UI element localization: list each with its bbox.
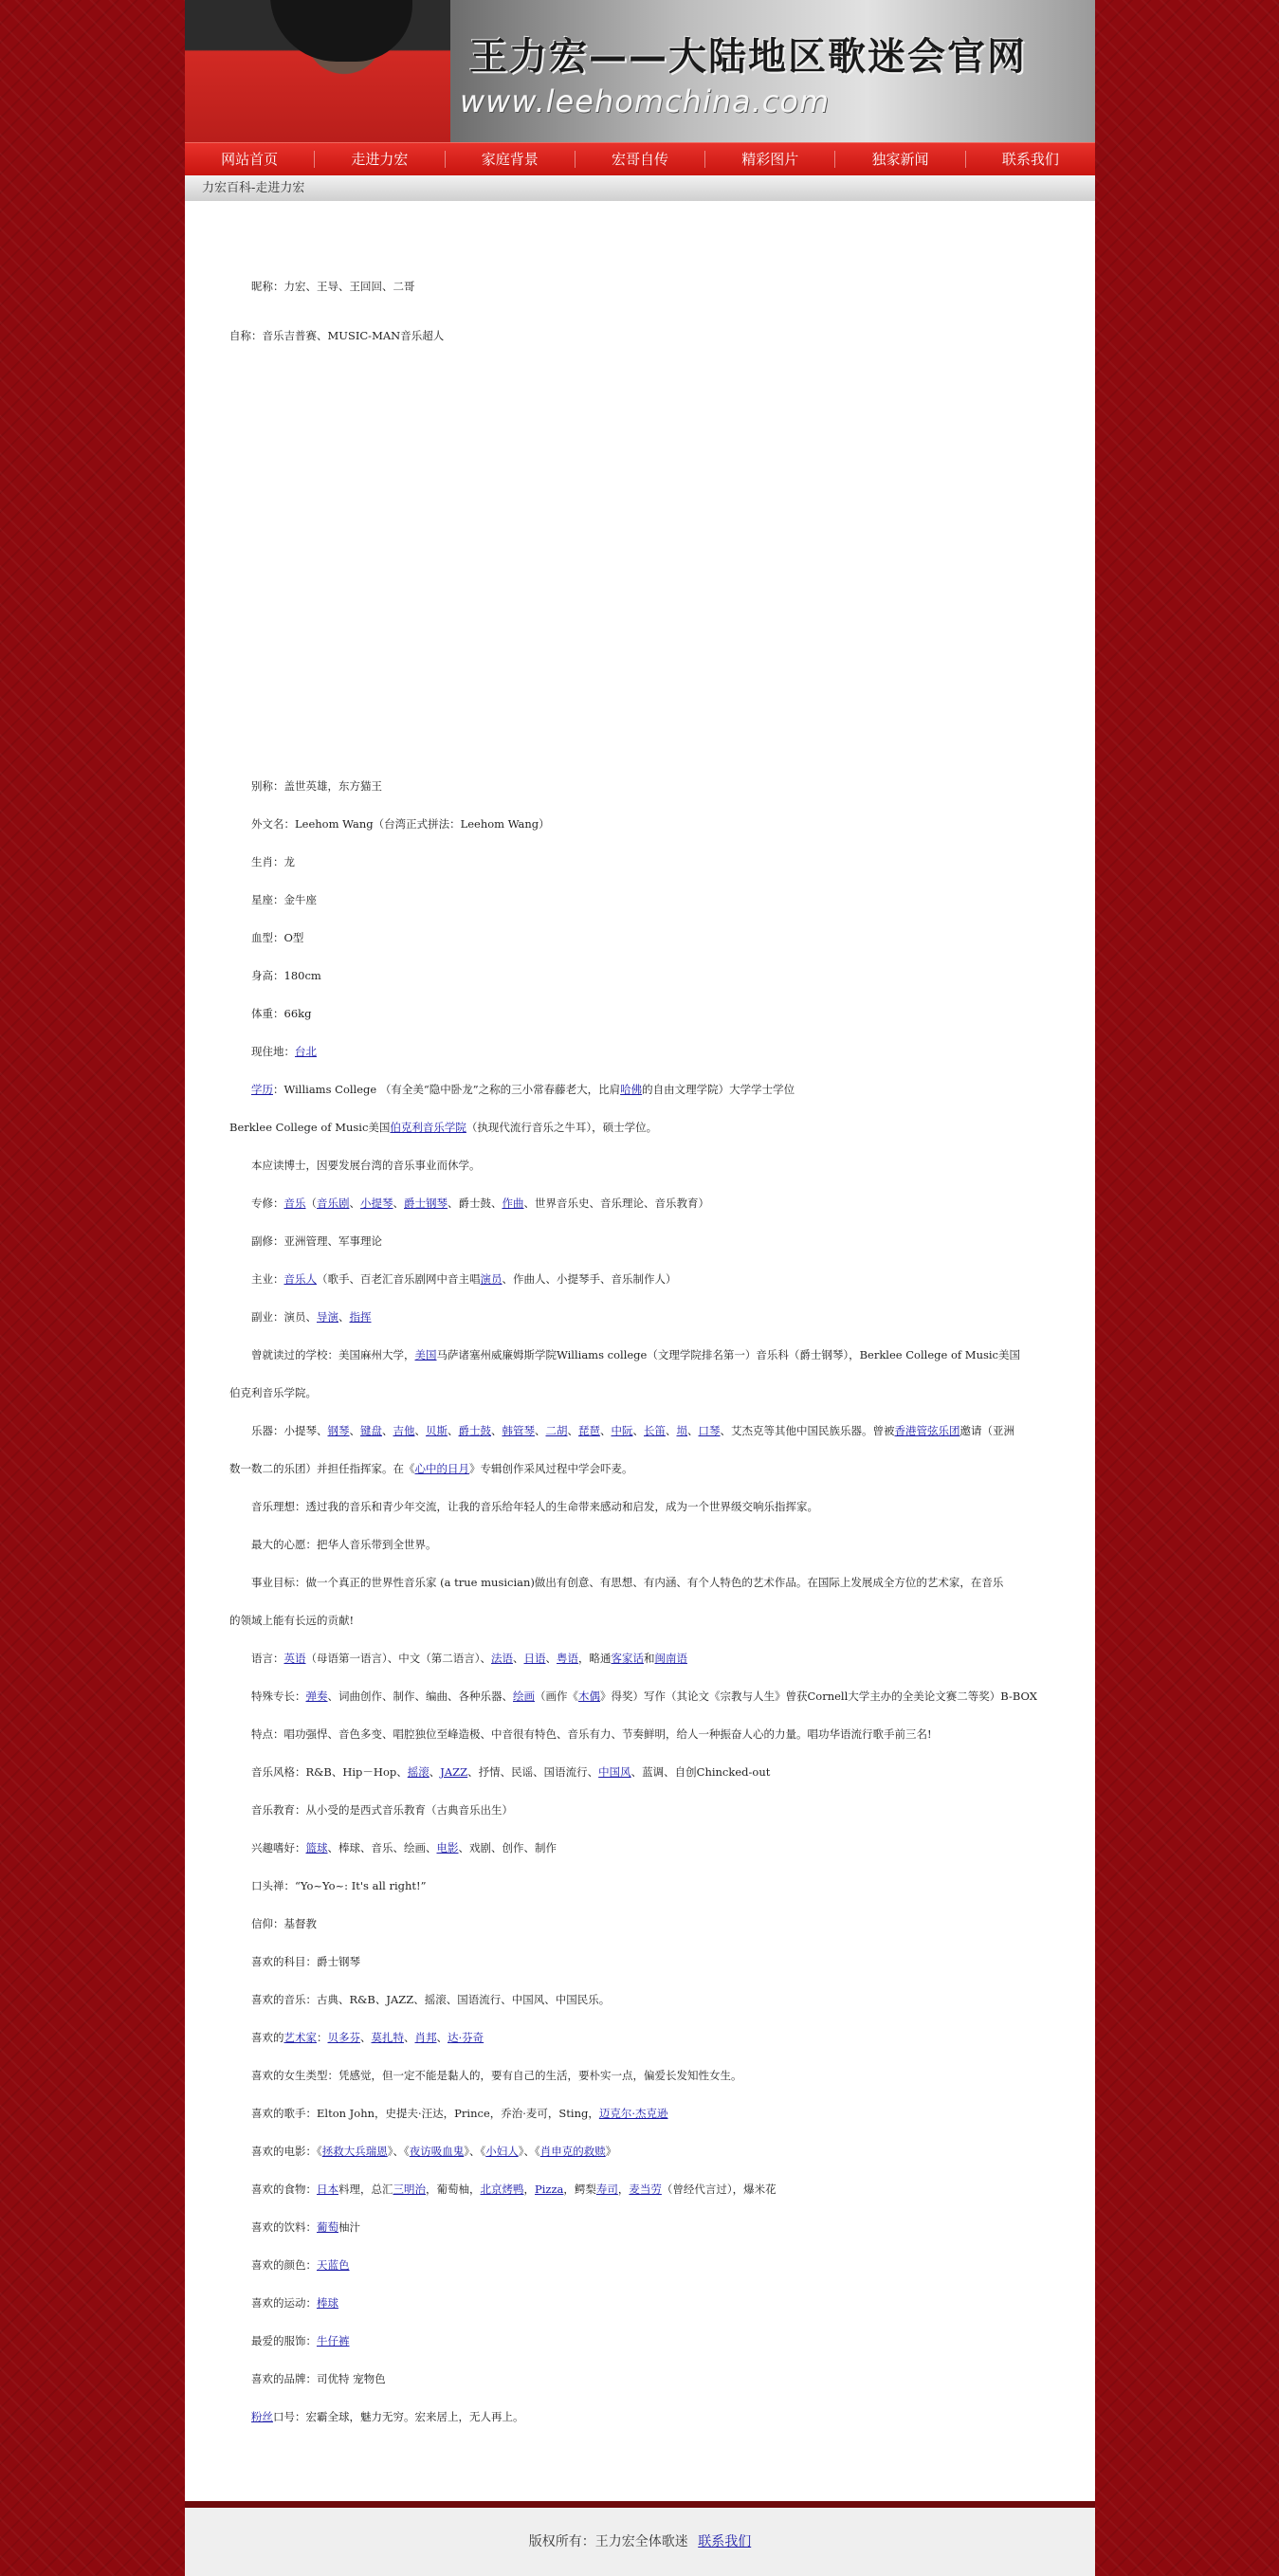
footer-copyright: 版权所有：王力宏全体歌迷 bbox=[528, 2534, 688, 2549]
info-text: ：Williams College （有全美“隐中卧龙”之称的三小常春藤老大，比肩 bbox=[273, 1083, 621, 1096]
info-line bbox=[251, 2068, 742, 2083]
info-line bbox=[251, 2371, 386, 2386]
info-text: 星座：金牛座 bbox=[251, 893, 317, 906]
info-text: 邀请（亚洲 bbox=[959, 1424, 1014, 1437]
info-text: 喜欢的音乐：古典、R&B、JAZZ、摇滚、国语流行、中国风、中国民乐。 bbox=[251, 1993, 611, 2006]
info-text: 数一数二的乐团）并担任指挥家。在《 bbox=[229, 1462, 415, 1475]
info-link[interactable]: 韩管琴 bbox=[502, 1424, 535, 1437]
info-text: 乐器：小提琴、 bbox=[251, 1424, 328, 1437]
site-title: 王力宏——大陆地区歌迷会官网 bbox=[469, 35, 1027, 79]
footer bbox=[185, 2508, 1095, 2576]
info-text: 、 bbox=[632, 1424, 644, 1437]
page-wrapper bbox=[185, 0, 1095, 2509]
info-link[interactable]: 肖邦 bbox=[414, 2031, 437, 2044]
info-text: （执现代流行音乐之牛耳），硕士学位。 bbox=[466, 1121, 658, 1134]
info-line bbox=[251, 930, 303, 945]
info-link[interactable]: 心中的日月 bbox=[414, 1462, 469, 1475]
info-line bbox=[251, 2257, 350, 2273]
info-text: 、 bbox=[513, 1652, 524, 1665]
info-text: 、 bbox=[545, 1652, 557, 1665]
info-link[interactable]: 作曲 bbox=[502, 1197, 524, 1210]
info-text: 、 bbox=[535, 1424, 546, 1437]
info-text: 喜欢的食物： bbox=[251, 2183, 317, 2196]
info-line bbox=[251, 2220, 360, 2235]
info-link[interactable]: 电影 bbox=[436, 1841, 459, 1854]
info-link[interactable]: 音乐人 bbox=[283, 1272, 317, 1286]
info-text: 本应读博士，因要发展台湾的音乐事业而休学。 bbox=[251, 1159, 481, 1172]
info-text: 最大的心愿：把华人音乐带到全世界。 bbox=[251, 1538, 437, 1551]
info-line bbox=[251, 1878, 427, 1893]
info-link[interactable]: 闽南语 bbox=[654, 1652, 687, 1665]
info-text: 、蓝调、自创Chincked-out bbox=[630, 1765, 771, 1779]
info-text: 口头禅：“Yo~Yo~: It's all right!” bbox=[251, 1879, 427, 1892]
info-text: 、 bbox=[338, 1310, 350, 1324]
info-text: （歌手、百老汇音乐剧网中音主唱 bbox=[317, 1272, 481, 1286]
info-link[interactable]: 粤语 bbox=[557, 1652, 578, 1665]
info-line bbox=[251, 2409, 524, 2424]
info-line bbox=[251, 1802, 513, 1818]
footer-contact-link[interactable]: 联系我们 bbox=[698, 2534, 752, 2549]
info-text: 曾就读过的学校：美国麻州大学， bbox=[251, 1348, 415, 1361]
info-link[interactable]: 哈佛 bbox=[620, 1083, 643, 1096]
info-text: 生肖：龙 bbox=[251, 855, 295, 868]
info-link[interactable]: 音乐剧 bbox=[317, 1197, 350, 1210]
nav-item-news[interactable]: 独家新闻 bbox=[835, 151, 965, 168]
info-link[interactable]: 台北 bbox=[295, 1045, 317, 1058]
info-line bbox=[251, 1271, 677, 1287]
info-line bbox=[251, 1689, 1037, 1704]
info-text: 和 bbox=[644, 1652, 655, 1665]
info-text: 喜欢的女生类型：凭感觉，但一定不能是黏人的，要有自己的生活，要朴实一点，偏爱长发知性女生。 bbox=[251, 2069, 742, 2082]
info-link[interactable]: 小提琴 bbox=[360, 1197, 393, 1210]
info-link[interactable]: Pizza bbox=[535, 2183, 564, 2196]
info-text: （画作《 bbox=[535, 1690, 578, 1703]
info-text: ，略通 bbox=[578, 1652, 612, 1665]
info-text: 、棒球、音乐、绘画、 bbox=[327, 1841, 437, 1854]
info-text: 、 bbox=[491, 1424, 502, 1437]
info-link[interactable]: 三明治 bbox=[393, 2183, 426, 2196]
info-line bbox=[251, 1537, 437, 1552]
info-link[interactable]: 贝多芬 bbox=[327, 2031, 360, 2044]
info-text: 喜欢的科目：爵士钢琴 bbox=[251, 1955, 360, 1968]
info-link[interactable]: 埙 bbox=[676, 1424, 687, 1437]
info-text: 特点：唱功强悍、音色多变、唱腔独位至峰造极、中音很有特色、音乐有力、节奏鲜明，给人一种振奋人心的力量。唱功华语流行歌手前三名! bbox=[251, 1727, 932, 1741]
info-text: 的自由文理学院）大学学士学位 bbox=[642, 1083, 795, 1096]
info-text: 外文名：Leehom Wang（台湾正式拼法：Leehom Wang） bbox=[251, 817, 550, 831]
info-text: 喜欢的运动： bbox=[251, 2296, 317, 2310]
info-text: 口号：宏霸全球，魅力无穷。宏来居上，无人再上。 bbox=[273, 2410, 524, 2423]
info-text: 》、《 bbox=[518, 2145, 540, 2158]
nav-item-contact[interactable]: 联系我们 bbox=[1001, 151, 1059, 168]
info-text: 》、《 bbox=[464, 2145, 486, 2158]
info-text: 音乐教育：从小受的是西式音乐教育（古典音乐出生） bbox=[251, 1803, 513, 1817]
info-link[interactable]: 棒球 bbox=[317, 2296, 338, 2310]
info-text: 、 bbox=[666, 1424, 677, 1437]
info-line bbox=[251, 2333, 350, 2348]
info-link[interactable]: 爵士鼓 bbox=[458, 1424, 491, 1437]
info-text: 柚汁 bbox=[338, 2220, 360, 2234]
info-link[interactable]: 粉丝 bbox=[251, 2410, 273, 2423]
info-link[interactable]: JAZZ bbox=[440, 1765, 468, 1779]
info-text: 专修： bbox=[251, 1197, 284, 1210]
info-line bbox=[251, 778, 382, 794]
info-link[interactable]: 弹奏 bbox=[305, 1690, 328, 1703]
info-text: 、抒情、民谣、国语流行、 bbox=[467, 1765, 599, 1779]
info-link[interactable]: 英语 bbox=[283, 1652, 306, 1665]
nav-item-family[interactable]: 家庭背景 bbox=[446, 151, 576, 168]
info-link[interactable]: 天蓝色 bbox=[317, 2258, 350, 2272]
info-line bbox=[229, 1461, 633, 1476]
info-link[interactable]: 中国风 bbox=[598, 1765, 631, 1779]
info-text: 音乐风格：R&B、Hip－Hop、 bbox=[251, 1765, 408, 1779]
info-line bbox=[251, 1954, 360, 1969]
info-text: 、词曲创作、制作、编曲、各种乐器、 bbox=[327, 1690, 513, 1703]
info-text: 、 bbox=[349, 1424, 360, 1437]
info-text: ，葡萄柚， bbox=[426, 2183, 481, 2196]
main-nav bbox=[185, 142, 1095, 175]
info-text: ，鳄梨 bbox=[563, 2183, 596, 2196]
info-text: 》 bbox=[605, 2145, 617, 2158]
info-text: 、 bbox=[567, 1424, 578, 1437]
info-line bbox=[251, 2030, 484, 2045]
info-text: 、 bbox=[687, 1424, 699, 1437]
info-line bbox=[251, 1499, 818, 1514]
info-link[interactable]: 迈克尔·杰克逊 bbox=[598, 2107, 668, 2120]
info-text: 、 bbox=[414, 1424, 426, 1437]
info-link[interactable]: 摇滚 bbox=[407, 1765, 429, 1779]
info-link[interactable]: 法语 bbox=[491, 1652, 513, 1665]
info-line bbox=[251, 1006, 311, 1021]
info-link[interactable]: 演员 bbox=[480, 1272, 502, 1286]
info-link[interactable]: 艺术家 bbox=[283, 2031, 317, 2044]
info-text: 、 bbox=[382, 1424, 393, 1437]
info-text: 、世界音乐史、音乐理论、音乐教育） bbox=[523, 1197, 709, 1210]
info-link[interactable]: 美国 bbox=[414, 1348, 437, 1361]
info-line bbox=[251, 1916, 317, 1931]
info-line bbox=[251, 1992, 610, 2007]
info-text: 现住地： bbox=[251, 1045, 295, 1058]
info-text: 喜欢的饮料： bbox=[251, 2220, 317, 2234]
info-text: ： bbox=[317, 2031, 328, 2044]
info-text: 音乐理想：透过我的音乐和青少年交流，让我的音乐给年轻人的生命带来感动和启发，成为一个世界级交响乐指挥家。 bbox=[251, 1500, 818, 1513]
info-text: 喜欢的电影：《 bbox=[251, 2145, 322, 2158]
info-link[interactable]: 学历 bbox=[251, 1083, 273, 1096]
info-text: 、 bbox=[448, 1424, 459, 1437]
info-text: 料理，总汇 bbox=[338, 2183, 393, 2196]
info-link[interactable]: 夜访吸血鬼 bbox=[409, 2145, 465, 2158]
info-text: Berklee College of Music美国 bbox=[229, 1121, 391, 1134]
info-line bbox=[251, 2106, 668, 2121]
info-line bbox=[251, 1082, 795, 1097]
info-line bbox=[251, 1651, 687, 1666]
info-line bbox=[251, 1575, 1003, 1590]
info-link[interactable]: 导演 bbox=[317, 1310, 338, 1324]
info-link[interactable]: 伯克利音乐学院 bbox=[390, 1121, 466, 1134]
info-link[interactable]: 寿司 bbox=[595, 2183, 618, 2196]
info-text: 信仰：基督教 bbox=[251, 1917, 317, 1930]
info-link[interactable]: 琵琶 bbox=[578, 1424, 600, 1437]
info-link[interactable]: 达·芬奇 bbox=[448, 2031, 484, 2044]
info-text: 伯克利音乐学院。 bbox=[229, 1386, 317, 1399]
info-text: 副业：演员、 bbox=[251, 1310, 317, 1324]
info-text: 、作曲人、小提琴手、音乐制作人） bbox=[502, 1272, 677, 1286]
article-content bbox=[185, 201, 1095, 2509]
info-line bbox=[229, 328, 444, 343]
info-line bbox=[251, 1044, 317, 1059]
info-link[interactable]: 日本 bbox=[317, 2183, 338, 2196]
info-text: 体重：66kg bbox=[251, 1007, 312, 1020]
info-link[interactable]: 篮球 bbox=[305, 1841, 328, 1854]
info-line bbox=[251, 1158, 481, 1173]
info-text: 别称：盖世英雄，东方猫王 bbox=[251, 779, 382, 793]
info-link[interactable]: 客家话 bbox=[611, 1652, 644, 1665]
info-line bbox=[251, 2144, 616, 2159]
info-text: （ bbox=[305, 1197, 317, 1210]
info-text: 、 bbox=[429, 1765, 441, 1779]
info-text: （曾经代言过），爆米花 bbox=[661, 2183, 777, 2196]
info-line bbox=[251, 816, 550, 831]
info-text: 喜欢的 bbox=[251, 2031, 284, 2044]
info-link[interactable]: 吉他 bbox=[393, 1424, 415, 1437]
info-link[interactable]: 绘画 bbox=[513, 1690, 535, 1703]
info-text: 最爱的服饰： bbox=[251, 2334, 317, 2348]
info-line bbox=[251, 1726, 932, 1742]
nav-item-home[interactable]: 网站首页 bbox=[185, 151, 315, 168]
info-link[interactable]: 指挥 bbox=[349, 1310, 372, 1324]
info-link[interactable]: 木偶 bbox=[578, 1690, 600, 1703]
info-text: 》、《 bbox=[387, 2145, 410, 2158]
site-url: www.leehomchina.com bbox=[460, 83, 831, 119]
info-text: 、戏剧、创作、制作 bbox=[458, 1841, 557, 1854]
info-link[interactable]: 小妇人 bbox=[485, 2145, 519, 2158]
info-line bbox=[251, 2182, 777, 2197]
info-line bbox=[251, 892, 317, 907]
info-text: （母语第一语言）、中文（第二语言）、 bbox=[305, 1652, 491, 1665]
info-text: 》专辑创作采风过程中学会吓麦。 bbox=[469, 1462, 633, 1475]
info-link[interactable]: 日语 bbox=[523, 1652, 546, 1665]
info-line bbox=[251, 968, 321, 983]
nav-item-photos[interactable]: 精彩图片 bbox=[705, 151, 835, 168]
info-text: 事业目标：做一个真正的世界性音乐家 (a true musician)做出有创意、有思想、有内涵、有个人特色的艺术作品。在国际上发展成全方位的艺术家，在音乐 bbox=[251, 1576, 1004, 1589]
info-link[interactable]: 二胡 bbox=[545, 1424, 568, 1437]
info-link[interactable]: 葡萄 bbox=[317, 2220, 338, 2234]
info-link[interactable]: 拯救大兵瑞恩 bbox=[321, 2145, 388, 2158]
info-link[interactable]: 莫扎特 bbox=[371, 2031, 404, 2044]
info-link[interactable]: 长笛 bbox=[644, 1424, 666, 1437]
info-line bbox=[229, 1385, 317, 1400]
info-link[interactable]: 爵士钢琴 bbox=[404, 1197, 448, 1210]
info-link[interactable]: 口琴 bbox=[698, 1424, 721, 1437]
info-line bbox=[251, 1196, 709, 1211]
info-text: ， bbox=[523, 2183, 535, 2196]
info-link[interactable]: 麦当劳 bbox=[629, 2183, 662, 2196]
info-link[interactable]: 键盘 bbox=[360, 1424, 382, 1437]
info-text: 特殊专长： bbox=[251, 1690, 306, 1703]
info-text: 的领域上能有长远的贡献! bbox=[229, 1614, 355, 1627]
info-text: 血型：O型 bbox=[251, 931, 304, 944]
header-banner bbox=[185, 0, 1095, 142]
breadcrumb: 力宏百科-走进力宏 bbox=[185, 175, 1095, 201]
info-line bbox=[251, 1233, 382, 1249]
info-text: ， bbox=[617, 2183, 630, 2196]
info-text: 、 bbox=[360, 2031, 372, 2044]
info-line bbox=[251, 1309, 372, 1325]
info-link[interactable]: 香港管弦乐团 bbox=[894, 1424, 960, 1437]
info-link[interactable]: 中阮 bbox=[611, 1424, 633, 1437]
info-line bbox=[229, 1613, 354, 1628]
info-link[interactable]: 牛仔裤 bbox=[317, 2334, 350, 2348]
info-link[interactable]: 北京烤鸭 bbox=[480, 2183, 524, 2196]
info-text: 语言： bbox=[251, 1652, 284, 1665]
info-text: 、 bbox=[436, 2031, 448, 2044]
info-text: 身高：180cm bbox=[251, 969, 321, 982]
info-line bbox=[251, 1423, 1014, 1438]
info-text: 喜欢的颜色： bbox=[251, 2258, 317, 2272]
info-text: 兴趣嗜好： bbox=[251, 1841, 306, 1854]
info-link[interactable]: 贝斯 bbox=[426, 1424, 448, 1437]
info-text: 》得奖）写作（其论文《宗教与人生》曾获Cornell大学主办的全美论文赛二等奖）B-BOX bbox=[600, 1690, 1037, 1703]
info-text: 马萨诸塞州威廉姆斯学院Williams college（文理学院排名第一）音乐科（爵士钢琴），Berklee College of Music美国 bbox=[436, 1348, 1020, 1361]
info-text: 、 bbox=[600, 1424, 612, 1437]
info-text: 、爵士鼓、 bbox=[448, 1197, 502, 1210]
info-line bbox=[251, 2295, 338, 2311]
info-text: 喜欢的歌手：Elton John，史提夫·汪达，Prince，乔治·麦可，Sting， bbox=[251, 2107, 599, 2120]
info-text: 副修：亚洲管理、军事理论 bbox=[251, 1234, 382, 1248]
info-text: 喜欢的品牌：司优特 宠物色 bbox=[251, 2372, 386, 2385]
info-text: 、 bbox=[349, 1197, 360, 1210]
info-text: 主业： bbox=[251, 1272, 284, 1286]
info-line bbox=[251, 1840, 557, 1855]
info-line bbox=[251, 279, 415, 294]
info-text: 、 bbox=[404, 2031, 415, 2044]
info-link[interactable]: 音乐 bbox=[283, 1197, 306, 1210]
info-text: 、艾杰克等其他中国民族乐器。曾被 bbox=[720, 1424, 895, 1437]
info-link[interactable]: 钢琴 bbox=[327, 1424, 350, 1437]
nav-item-about[interactable]: 走进力宏 bbox=[315, 151, 445, 168]
nav-item-biography[interactable]: 宏哥自传 bbox=[576, 151, 705, 168]
info-text: 昵称：力宏、王导、王回回、二哥 bbox=[251, 280, 415, 293]
info-line bbox=[229, 1120, 657, 1135]
info-line bbox=[251, 854, 295, 869]
info-line bbox=[251, 1764, 770, 1780]
info-link[interactable]: 肖申克的救赎 bbox=[539, 2145, 606, 2158]
info-text: 自称：音乐吉普赛、MUSIC-MAN音乐超人 bbox=[229, 329, 445, 342]
info-text: 、 bbox=[393, 1197, 404, 1210]
info-line bbox=[251, 1347, 1020, 1362]
